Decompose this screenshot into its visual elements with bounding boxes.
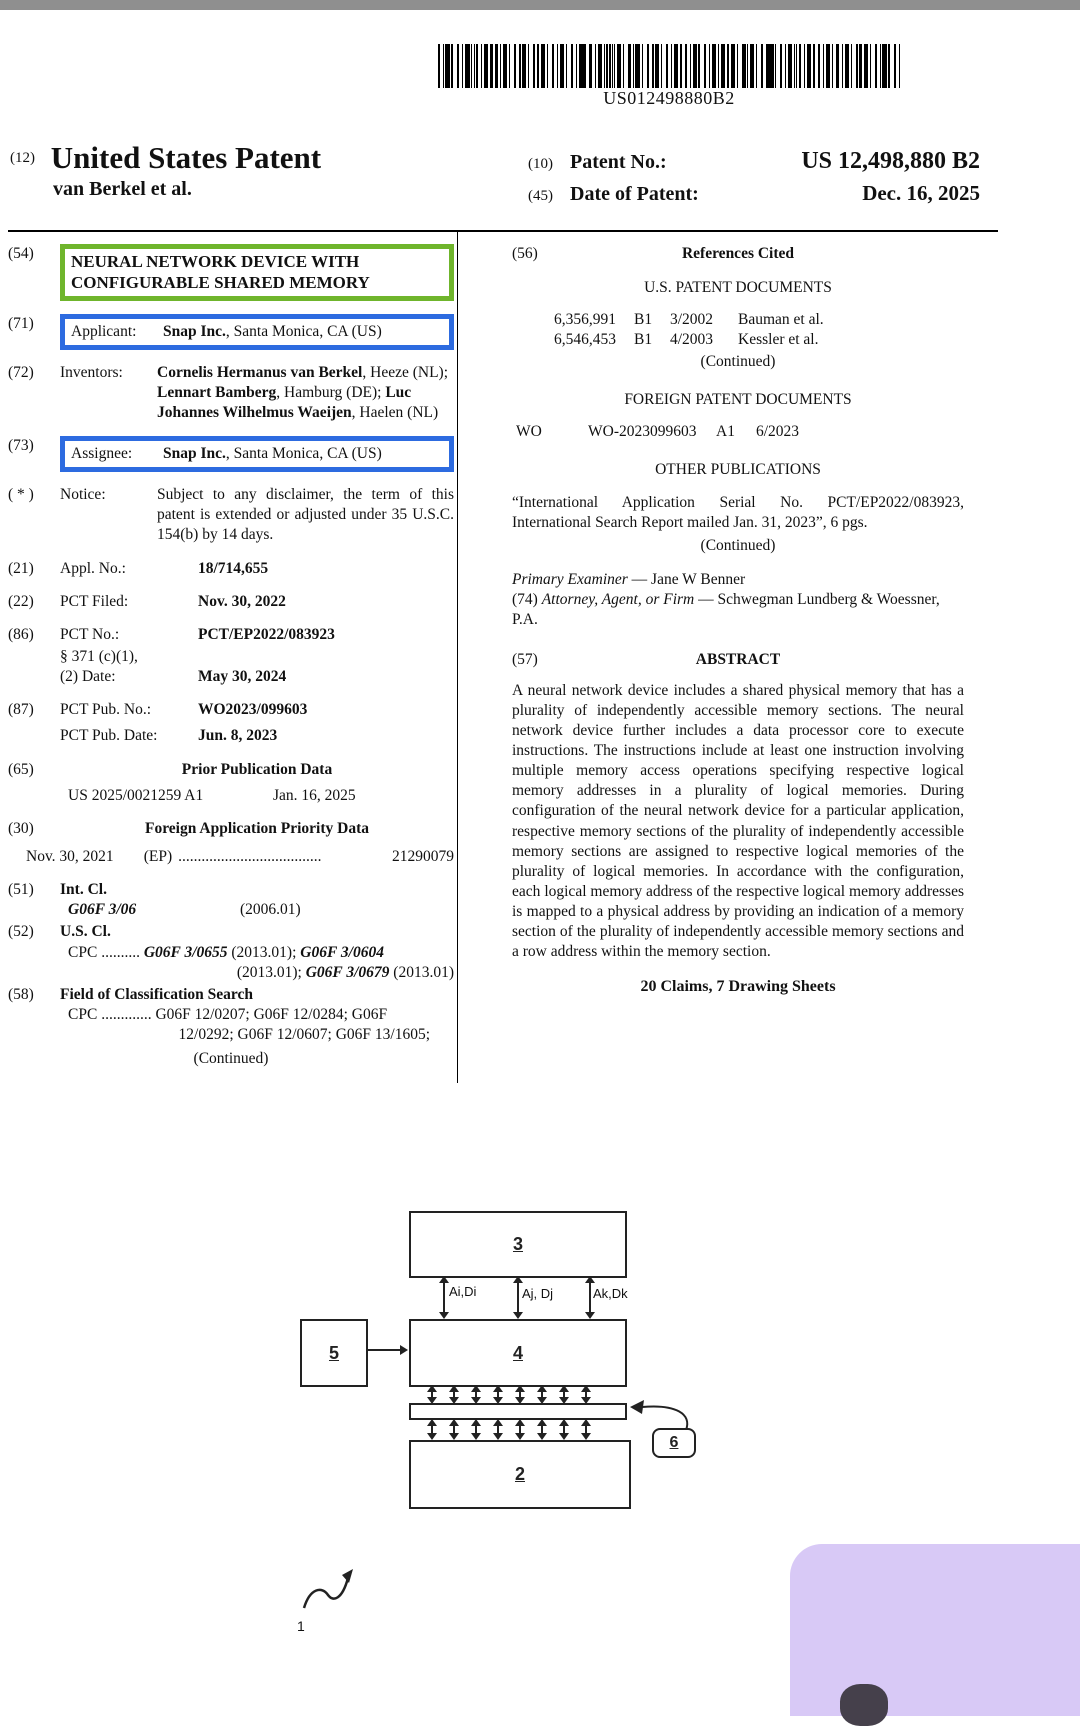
prior-pub-date: Jan. 16, 2025 — [273, 786, 356, 804]
field-tag: (22) — [8, 592, 34, 610]
ref-date: 6/2023 — [756, 423, 800, 441]
title-text: United States Patent — [50, 140, 322, 175]
attorney-tag: (74) — [512, 591, 542, 609]
mem-arrow — [585, 1392, 587, 1397]
figure-box-4 — [409, 1319, 627, 1387]
prior-pub-number: US 2025/0021259 A1 — [68, 786, 204, 804]
other-pubs-heading: OTHER PUBLICATIONS — [655, 461, 821, 479]
field-51-class — [8, 900, 454, 920]
mem-arrow — [475, 1426, 477, 1433]
field-86-date — [8, 667, 454, 687]
leader-dots: ............. — [97, 1006, 156, 1024]
figure-label-6: 6 — [669, 1434, 679, 1451]
spacer — [157, 922, 454, 942]
figure-label-4: 4 — [512, 1342, 523, 1363]
other-pubs-text: “International Application Serial No. PCT/EP2022/083923, International Search Report mailed Jan. 31, 2023”, 6 pgs. — [512, 493, 964, 531]
inventor-name: Cornelis Hermanus van Berkel — [157, 363, 363, 381]
class-symbol: G06F 3/06 — [68, 901, 137, 919]
mem-arrow — [541, 1392, 543, 1397]
us-cl-heading: U.S. Cl. — [60, 923, 111, 941]
field-71-applicant — [8, 314, 454, 350]
field-tag: (58) — [8, 985, 34, 1003]
date-tag: (45) — [528, 188, 553, 204]
appl-no-value: 18/714,655 — [198, 559, 269, 577]
mem-arrow — [497, 1392, 499, 1397]
field-65-heading — [8, 760, 454, 780]
field-72-inventors — [8, 363, 454, 423]
applicant-label: Applicant: — [71, 322, 137, 340]
priority-date: Nov. 30, 2021 — [26, 848, 114, 866]
assignee-value — [163, 444, 443, 464]
cpc-line — [60, 943, 454, 963]
leader-dots: ..................................... — [178, 848, 322, 866]
figure-1-diagram — [280, 1190, 740, 1660]
field-notice — [8, 485, 454, 545]
prior-pub-heading: Prior Publication Data — [181, 760, 333, 778]
spacer — [8, 786, 60, 806]
cpc-label: CPC — [68, 943, 98, 961]
field-58-search — [8, 985, 454, 1005]
patent-no-tag: (10) — [528, 156, 553, 172]
prior-pub-row — [60, 786, 454, 806]
field-tag: (51) — [8, 881, 34, 899]
inventor-location: , Hamburg (DE); — [276, 383, 386, 401]
sec371-date-label: (2) Date: — [60, 668, 116, 686]
field-86-371 — [8, 647, 454, 667]
field-52-cpc2 — [8, 963, 454, 983]
notice-label: Notice: — [60, 486, 106, 504]
leader-dots: .......... — [97, 943, 144, 961]
mem-arrow — [475, 1392, 477, 1397]
header-rule — [8, 230, 998, 232]
field-52-cpc1 — [8, 943, 454, 963]
field-tag: (57) — [512, 651, 538, 669]
foreign-priority-heading: Foreign Application Priority Data — [144, 819, 370, 837]
field-tag: (87) — [8, 701, 34, 719]
spacer — [198, 647, 454, 667]
field-86-pct-no — [8, 625, 454, 645]
int-cl-row — [60, 900, 454, 920]
figure-ref-1: 1 — [297, 1618, 305, 1634]
field-52-us-cl — [8, 922, 454, 942]
bus-arrow-k — [589, 1283, 591, 1312]
abstract-heading: ABSTRACT — [695, 651, 781, 669]
pct-filed-value: Nov. 30, 2022 — [198, 592, 286, 610]
spacer — [8, 667, 60, 687]
barcode-image — [438, 44, 900, 88]
bus-arrow-j — [517, 1283, 519, 1312]
pct-filed-label: PCT Filed: — [60, 592, 129, 610]
inventors-list — [157, 363, 454, 423]
class-symbol: G06F 3/0679 — [305, 963, 390, 981]
attorney-name: Schwegman Lundberg & Woessner, P.A. — [512, 591, 940, 629]
field-tag: (73) — [8, 437, 34, 455]
mem-arrow — [431, 1392, 433, 1397]
bus-label-j: Aj, Dj — [522, 1286, 554, 1301]
title-highlight-box[interactable] — [60, 244, 454, 301]
assignee-address: , Santa Monica, CA (US) — [225, 445, 382, 463]
field-tag: ( * ) — [8, 486, 34, 504]
class-symbol: G06F 3/0655 — [143, 943, 228, 961]
mem-arrow — [453, 1392, 455, 1397]
bus-label-i: Ai,Di — [449, 1284, 477, 1299]
overlay-partial-glyph — [840, 1684, 888, 1726]
figure-box-5 — [300, 1319, 368, 1387]
pct-pub-no-value: WO2023/099603 — [198, 701, 308, 719]
int-cl-heading: Int. Cl. — [60, 881, 107, 899]
ref-name: Bauman et al. — [738, 311, 824, 329]
search-heading: Field of Classification Search — [60, 985, 254, 1003]
mem-arrow — [563, 1426, 565, 1433]
spacer — [8, 900, 60, 920]
field-30-heading — [8, 819, 454, 839]
patent-number-row — [528, 148, 980, 175]
applicant-highlight-box[interactable] — [60, 314, 454, 350]
mem-arrow — [585, 1426, 587, 1433]
field-tag: (54) — [8, 245, 34, 262]
field-tag: (71) — [8, 314, 34, 332]
mem-arrow — [519, 1392, 521, 1397]
attorney-label: Attorney, Agent, or Firm — [541, 591, 695, 609]
first-named-inventor: van Berkel et al. — [53, 178, 192, 200]
ref-date: 4/2003 — [670, 330, 714, 348]
field-tag: (65) — [8, 760, 34, 778]
class-version: (2013.01) — [389, 963, 454, 981]
document-title — [10, 140, 450, 176]
ref-name: Kessler et al. — [738, 330, 819, 348]
appl-no-label: Appl. No.: — [60, 559, 126, 577]
ref-number: 6,356,991 — [554, 311, 616, 329]
inventor-location: , Haelen (NL) — [351, 403, 439, 421]
us-docs-heading: U.S. PATENT DOCUMENTS — [644, 279, 832, 297]
field-57-abstract — [512, 650, 964, 670]
references-heading: References Cited — [681, 245, 795, 262]
patent-no-value: US 12,498,880 B2 — [801, 148, 980, 174]
dash: — — [627, 571, 652, 589]
class-symbol: G06F 3/0604 — [300, 943, 384, 961]
figure-label-3: 3 — [512, 1234, 523, 1254]
abstract-text: A neural network device includes a shared physical memory that has a plurality of independently accessible memory sections. The neural network device further includes a data processor core to execute instructions. The instructions include at least one instruction involving multiple memory access operations specifying respective logical memory addresses in a plurality of logical memories. During configuration of the neural network device for a particular application, respective memory sections of the plurality of independently accessible memory sections are assigned to respective logical memories of the plurality of logical memories. In accordance with the configuration, each logical memory address of the respective logical memory addresses is mapped to a physical address by providing an indication of a memory section of the plurality of independently accessible memory sections and a row address within the memory section. — [512, 681, 964, 961]
references-column — [512, 244, 964, 997]
field-56-references — [512, 244, 964, 264]
field-tag: (56) — [512, 245, 538, 262]
mem-arrow — [431, 1426, 433, 1433]
sec371-date-value: May 30, 2024 — [198, 668, 287, 686]
field-87-pub-date — [8, 726, 454, 746]
applicant-value — [163, 322, 443, 342]
field-58-cpc1 — [8, 1005, 454, 1025]
field-65-row — [8, 786, 454, 806]
mem-arrow — [563, 1392, 565, 1397]
kind-code-tag: (12) — [10, 150, 35, 166]
figure-label-2: 2 — [514, 1464, 525, 1484]
assignee-name: Snap Inc. — [163, 445, 226, 463]
class-version: (2013.01); — [236, 963, 306, 981]
bus-arrow-i — [443, 1283, 445, 1312]
field-58-cpc2 — [8, 1025, 454, 1045]
mem-arrow — [453, 1426, 455, 1433]
field-tag: (72) — [8, 363, 34, 381]
priority-number: 21290079 — [392, 848, 454, 866]
scan-margin-band — [0, 0, 1080, 10]
assignee-label: Assignee: — [71, 445, 133, 463]
us-patent-row — [512, 310, 964, 329]
ref-number: WO-2023099603 — [588, 423, 697, 441]
mem-arrow — [519, 1426, 521, 1433]
pct-pub-date-label: PCT Pub. Date: — [60, 727, 158, 745]
inventors-label: Inventors: — [60, 363, 123, 381]
figure-box-3 — [409, 1211, 627, 1278]
field-51-int-cl — [8, 880, 454, 900]
field-73-assignee — [8, 436, 454, 472]
ref-country: WO — [516, 423, 542, 441]
ref-kind: B1 — [634, 330, 653, 348]
field-54-title — [8, 244, 454, 301]
ref-kind: A1 — [716, 423, 735, 441]
us-docs-continued: (Continued) — [700, 353, 776, 371]
foreign-patent-row — [512, 422, 964, 442]
field-tag: (21) — [8, 559, 34, 577]
field-30-row — [8, 847, 454, 867]
invention-title: NEURAL NETWORK DEVICE WITH CONFIGURABLE SHARED MEMORY — [71, 252, 370, 293]
applicant-name: Snap Inc. — [163, 322, 226, 340]
other-pubs-continued: (Continued) — [700, 536, 776, 554]
ref-number: 6,546,453 — [554, 330, 616, 348]
field-tag: (30) — [8, 819, 34, 837]
us-patent-row — [512, 330, 964, 349]
arrow-5-to-4 — [368, 1349, 402, 1351]
dash: — — [694, 591, 718, 609]
foreign-docs-heading: FOREIGN PATENT DOCUMENTS — [624, 391, 852, 409]
attorney-line — [512, 590, 964, 630]
claims-line: 20 Claims, 7 Drawing Sheets — [640, 977, 836, 995]
bibliographic-column — [8, 244, 454, 1069]
field-tag: (52) — [8, 923, 34, 941]
date-label: Date of Patent: — [570, 183, 699, 205]
left-continued: (Continued) — [193, 1050, 269, 1068]
patent-date-row — [528, 181, 980, 206]
pct-pub-date-value: Jun. 8, 2023 — [198, 727, 278, 745]
notice-text: Subject to any disclaimer, the term of this patent is extended or adjusted under 35 U.S.C. 154(b) by 14 days. — [157, 486, 454, 544]
class-version: (2006.01) — [240, 901, 301, 919]
examiner-name: Jane W Benner — [651, 571, 746, 589]
field-22-pct-filed — [8, 592, 454, 612]
assignee-highlight-box[interactable] — [60, 436, 454, 472]
date-value: Dec. 16, 2025 — [862, 181, 980, 205]
figure-box-2 — [409, 1440, 631, 1509]
patent-no-label: Patent No.: — [570, 151, 667, 173]
inventor-name: Lennart Bamberg — [157, 383, 277, 401]
mem-arrow — [497, 1426, 499, 1433]
spacer — [8, 647, 60, 667]
cpc-label: CPC — [68, 1006, 98, 1024]
header-right — [528, 148, 980, 212]
mem-arrow — [541, 1426, 543, 1433]
figure-callout-6 — [652, 1428, 696, 1458]
foreign-priority-row — [8, 847, 454, 867]
assistant-overlay-bubble[interactable] — [790, 1544, 1080, 1716]
primary-examiner-line — [512, 570, 964, 590]
search-classes-cont: 12/0292; G06F 12/0607; G06F 13/1605; — [178, 1026, 430, 1044]
spacer — [8, 726, 60, 746]
field-21-appl-no — [8, 559, 454, 579]
inventor-name: Luc Johannes Wilhelmus Waeijen — [157, 383, 412, 421]
field-87-pub-no — [8, 700, 454, 720]
spacer — [157, 880, 454, 900]
cpc-line-cont — [60, 963, 454, 983]
figure-1-pointer — [300, 1562, 364, 1614]
field-tag: (86) — [8, 625, 34, 643]
barcode-number: US012498880B2 — [603, 88, 735, 108]
priority-office: (EP) — [143, 848, 173, 866]
pct-pub-no-label: PCT Pub. No.: — [60, 701, 152, 719]
column-divider — [457, 231, 458, 1083]
inventor-location: , Heeze (NL); — [362, 363, 449, 381]
examiner-label: Primary Examiner — [512, 571, 628, 589]
search-classes: G06F 12/0207; G06F 12/0284; G06F — [155, 1006, 388, 1024]
applicant-address: , Santa Monica, CA (US) — [225, 322, 382, 340]
class-version: (2013.01); — [227, 943, 301, 961]
figure-label-5: 5 — [328, 1342, 339, 1363]
figure-interconnect-bar — [409, 1403, 627, 1420]
search-cpc-line — [60, 1005, 454, 1025]
ref-kind: B1 — [634, 311, 653, 329]
pct-no-label: PCT No.: — [60, 625, 120, 643]
header-left — [10, 140, 450, 201]
sec371-line: § 371 (c)(1), — [60, 648, 138, 666]
pct-no-value: PCT/EP2022/083923 — [198, 625, 335, 643]
ref-date: 3/2002 — [670, 311, 714, 329]
bus-label-k: Ak,Dk — [593, 1286, 628, 1301]
